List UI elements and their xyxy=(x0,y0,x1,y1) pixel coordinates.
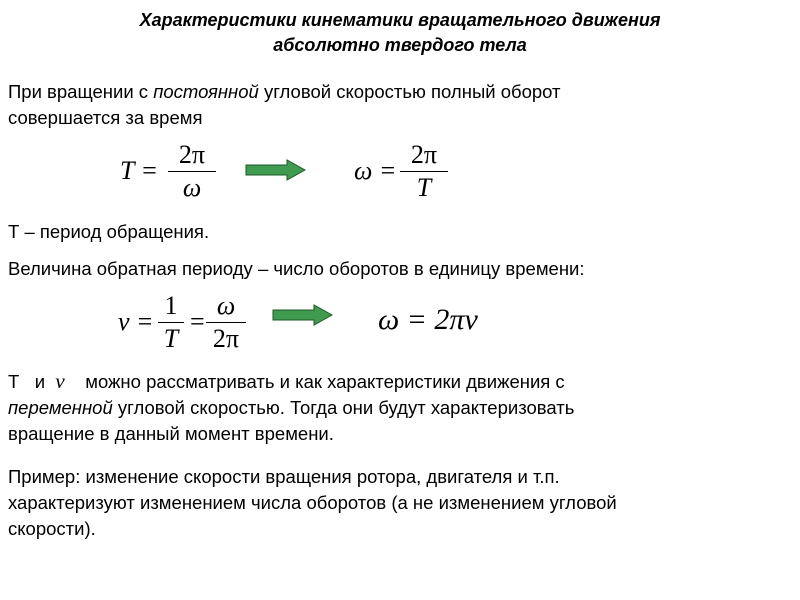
slide-title xyxy=(0,8,800,58)
formula-frequency-fraction-2: ω 2π xyxy=(206,291,246,354)
formula-frequency-equals: = xyxy=(190,307,205,336)
emphasis-constant: постоянной xyxy=(153,81,259,102)
title-line-1: Характеристики кинематики вращательного движения xyxy=(139,10,661,30)
right-arrow-icon xyxy=(272,304,334,326)
nu-symbol: ν xyxy=(55,369,65,393)
formula-frequency-fraction-1: 1 T xyxy=(158,291,184,354)
paragraph-period-definition: Т – период обращения. xyxy=(8,221,210,242)
formula-period-fraction: 2π ω xyxy=(168,140,216,203)
title-line-2: абсолютно твердого тела xyxy=(273,35,527,55)
formula-omega-equals-2pi-nu: ω = 2πν xyxy=(378,303,478,336)
formula-period-lhs: T = xyxy=(120,156,159,185)
right-arrow-icon xyxy=(245,159,307,181)
paragraph-example: Пример: изменение скорости вращения ротора, двигателя и т.п. характеризуют изменением числа оборотов (а не изменением угловой скорости). xyxy=(8,466,617,539)
formula-omega-fraction: 2π T xyxy=(400,140,448,203)
paragraph-frequency-definition: Величина обратная периоду – число оборотов в единицу времени: xyxy=(8,258,585,279)
formula-omega-lhs: ω = xyxy=(354,156,397,185)
formula-frequency-lhs: ν = xyxy=(118,307,154,336)
emphasis-variable: переменной xyxy=(8,397,113,418)
paragraph-variable-rotation: Т и ν можно рассматривать и как характеристики движения с переменной угловой скоростью. Тогда они будут характеризовать вращение в данный момент времени. xyxy=(8,369,575,444)
paragraph-constant-rotation: При вращении с постоянной угловой скоростью полный оборот совершается за время xyxy=(8,81,561,128)
